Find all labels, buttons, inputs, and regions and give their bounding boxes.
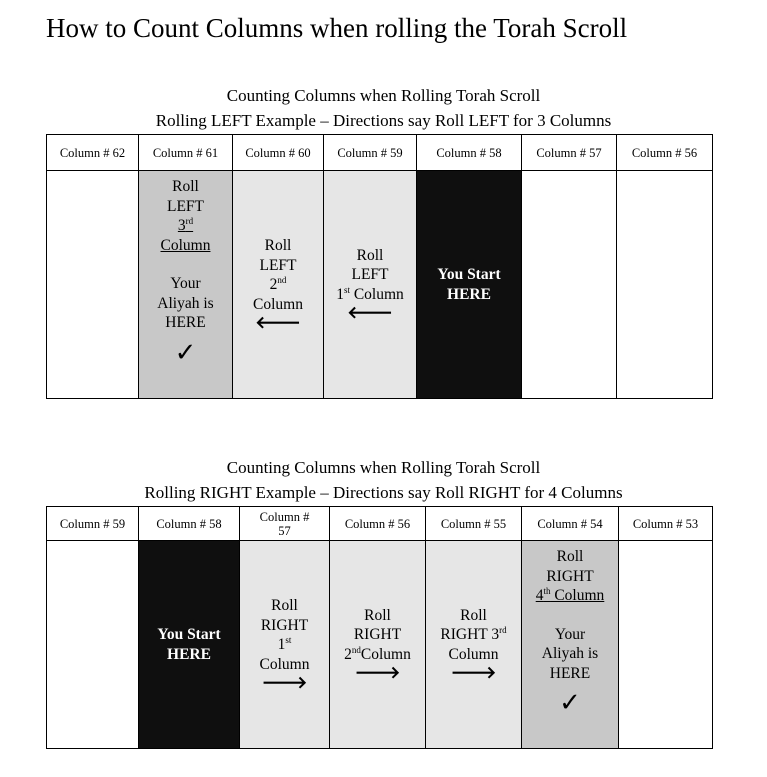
column-header: Column # 53 <box>619 507 713 541</box>
cell-text: Your <box>170 275 201 292</box>
cell-text: 1st Column <box>336 284 404 303</box>
cell-text: Roll <box>364 606 391 624</box>
cell-text: HERE <box>549 664 591 682</box>
cell-text: Aliyah is <box>541 645 599 662</box>
cell-text: Roll <box>460 606 487 624</box>
cell-text: 2nd <box>269 274 287 293</box>
cell-text: 4th Column <box>535 585 605 604</box>
left-example-heading-2: Rolling LEFT Example – Directions say Roll LEFT for 3 Columns <box>155 111 612 130</box>
column-header: Column # 57 <box>522 135 617 171</box>
cell-text: Roll <box>356 246 384 264</box>
cell-text: HERE <box>447 285 491 303</box>
page-title: How to Count Columns when rolling the Torah Scroll <box>46 13 628 43</box>
column-header: Column # 61 <box>139 135 233 171</box>
column-header: Column # 60 <box>233 135 324 171</box>
cell-text: HERE <box>167 645 211 663</box>
column-header: Column # 58 <box>139 507 240 541</box>
cell-text: Aliyah is <box>157 294 214 312</box>
arrow-right-icon: 🡒 <box>354 663 401 684</box>
roll-step-cell <box>240 541 330 749</box>
column-header: Column # 62 <box>47 135 139 171</box>
cell-text: Roll <box>264 237 292 254</box>
column-header: Column # 59 <box>47 507 139 541</box>
column-header: Column # 56 <box>617 135 713 171</box>
arrow-left-icon: 🡐 <box>255 313 301 333</box>
right-example-heading-2: Rolling RIGHT Example – Directions say Roll RIGHT for 4 Columns <box>144 483 623 502</box>
left-example-table <box>46 134 713 399</box>
cell-text: LEFT <box>166 197 205 215</box>
column-header: Column # 58 <box>417 135 522 171</box>
aliyah-cell <box>522 541 619 749</box>
arrow-right-icon: 🡒 <box>450 663 497 684</box>
column-header: Column # 57 <box>240 507 330 541</box>
checkmark-icon: ✓ <box>559 688 581 718</box>
cell-text: LEFT <box>259 256 297 274</box>
cell-text: RIGHT 3rd <box>440 625 507 644</box>
roll-step-cell <box>330 541 426 749</box>
right-body-row <box>47 541 713 749</box>
arrow-left-icon: 🡐 <box>347 303 393 324</box>
empty-cell <box>522 171 617 399</box>
cell-text: RIGHT <box>546 567 594 585</box>
column-header: Column # 56 <box>330 507 426 541</box>
cell-text: 3rd <box>177 215 194 234</box>
arrow-right-icon: 🡒 <box>261 673 308 693</box>
cell-text: HERE <box>165 314 206 331</box>
right-example-table <box>46 506 713 749</box>
empty-cell <box>47 171 139 399</box>
right-example-heading-1: Counting Columns when Rolling Torah Scroll <box>226 458 541 477</box>
cell-text: Column <box>259 655 310 673</box>
roll-step-cell <box>426 541 522 749</box>
empty-cell <box>619 541 713 749</box>
cell-text: 1st <box>277 634 292 653</box>
column-header: Column # 54 <box>522 507 619 541</box>
cell-text: Your <box>554 625 586 643</box>
cell-text: You Start <box>157 626 221 643</box>
left-example-heading-1: Counting Columns when Rolling Torah Scroll <box>226 86 541 105</box>
right-header-row <box>47 507 713 541</box>
empty-cell <box>617 171 713 399</box>
cell-text: RIGHT <box>260 616 309 634</box>
roll-step-cell <box>324 171 417 399</box>
column-header: Column # 55 <box>426 507 522 541</box>
column-header: Column # 59 <box>324 135 417 171</box>
cell-text: Roll <box>556 548 584 565</box>
start-cell <box>417 171 522 399</box>
cell-text: 2ndColumn <box>344 644 411 663</box>
cell-text: Column <box>253 295 303 313</box>
cell-text: Roll <box>271 597 298 614</box>
cell-text: Column <box>160 236 211 254</box>
cell-text: RIGHT <box>353 626 402 644</box>
left-header-row <box>47 135 713 171</box>
cell-text: LEFT <box>351 266 389 284</box>
cell-text: Column <box>448 645 499 663</box>
roll-step-cell <box>233 171 324 399</box>
checkmark-icon: ✓ <box>174 337 197 368</box>
cell-text: You Start <box>437 266 501 283</box>
left-body-row <box>47 171 713 399</box>
start-cell <box>139 541 240 749</box>
aliyah-cell <box>139 171 233 399</box>
cell-text: Roll <box>172 178 199 195</box>
empty-cell <box>47 541 139 749</box>
